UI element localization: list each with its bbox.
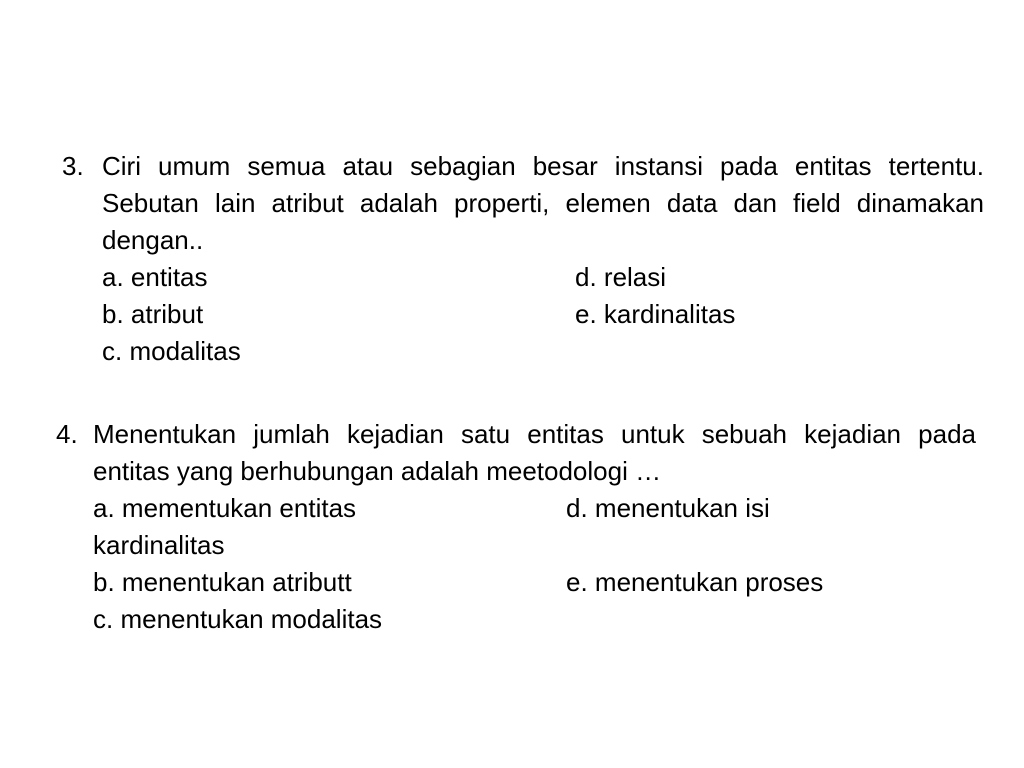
option-row [102,259,984,296]
question-3-options [102,259,984,370]
question-4-option-e: e. menentukan proses [566,567,824,597]
question-4-option-d: d. menentukan isi [566,493,770,523]
question-4 [56,416,976,638]
option-row [102,296,984,333]
question-4-number: 4. [56,419,78,449]
question-4-option-d-continued: kardinalitas [93,530,225,560]
question-4-stem-row [56,416,976,490]
question-4-stem: Menentukan jumlah kejadian satu entitas untuk sebuah kejadian pada entitas yang berhubungan adalah meetodologi … [93,419,976,486]
question-3 [62,148,984,370]
option-row [93,564,976,601]
question-3-stem: Ciri umum semua atau sebagian besar instansi pada entitas tertentu. Sebutan lain atribut adalah properti, elemen data dan field dinamakan dengan.. [102,151,984,255]
question-4-option-a: a. mementukan entitas [93,493,357,523]
option-row [93,490,976,527]
question-4-option-b: b. menentukan atributt [93,567,352,597]
question-4-options [93,490,976,638]
question-3-option-d: d. relasi [575,262,667,292]
option-row [93,601,976,638]
question-3-stem-row [62,148,984,259]
question-3-option-e: e. kardinalitas [575,299,736,329]
question-3-option-a: a. entitas [102,262,208,292]
question-3-option-b: b. atribut [102,299,204,329]
question-3-number: 3. [62,151,84,181]
question-4-option-c: c. menentukan modalitas [93,604,383,634]
question-3-option-c: c. modalitas [102,336,241,366]
option-row [102,333,984,370]
option-row [93,527,976,564]
